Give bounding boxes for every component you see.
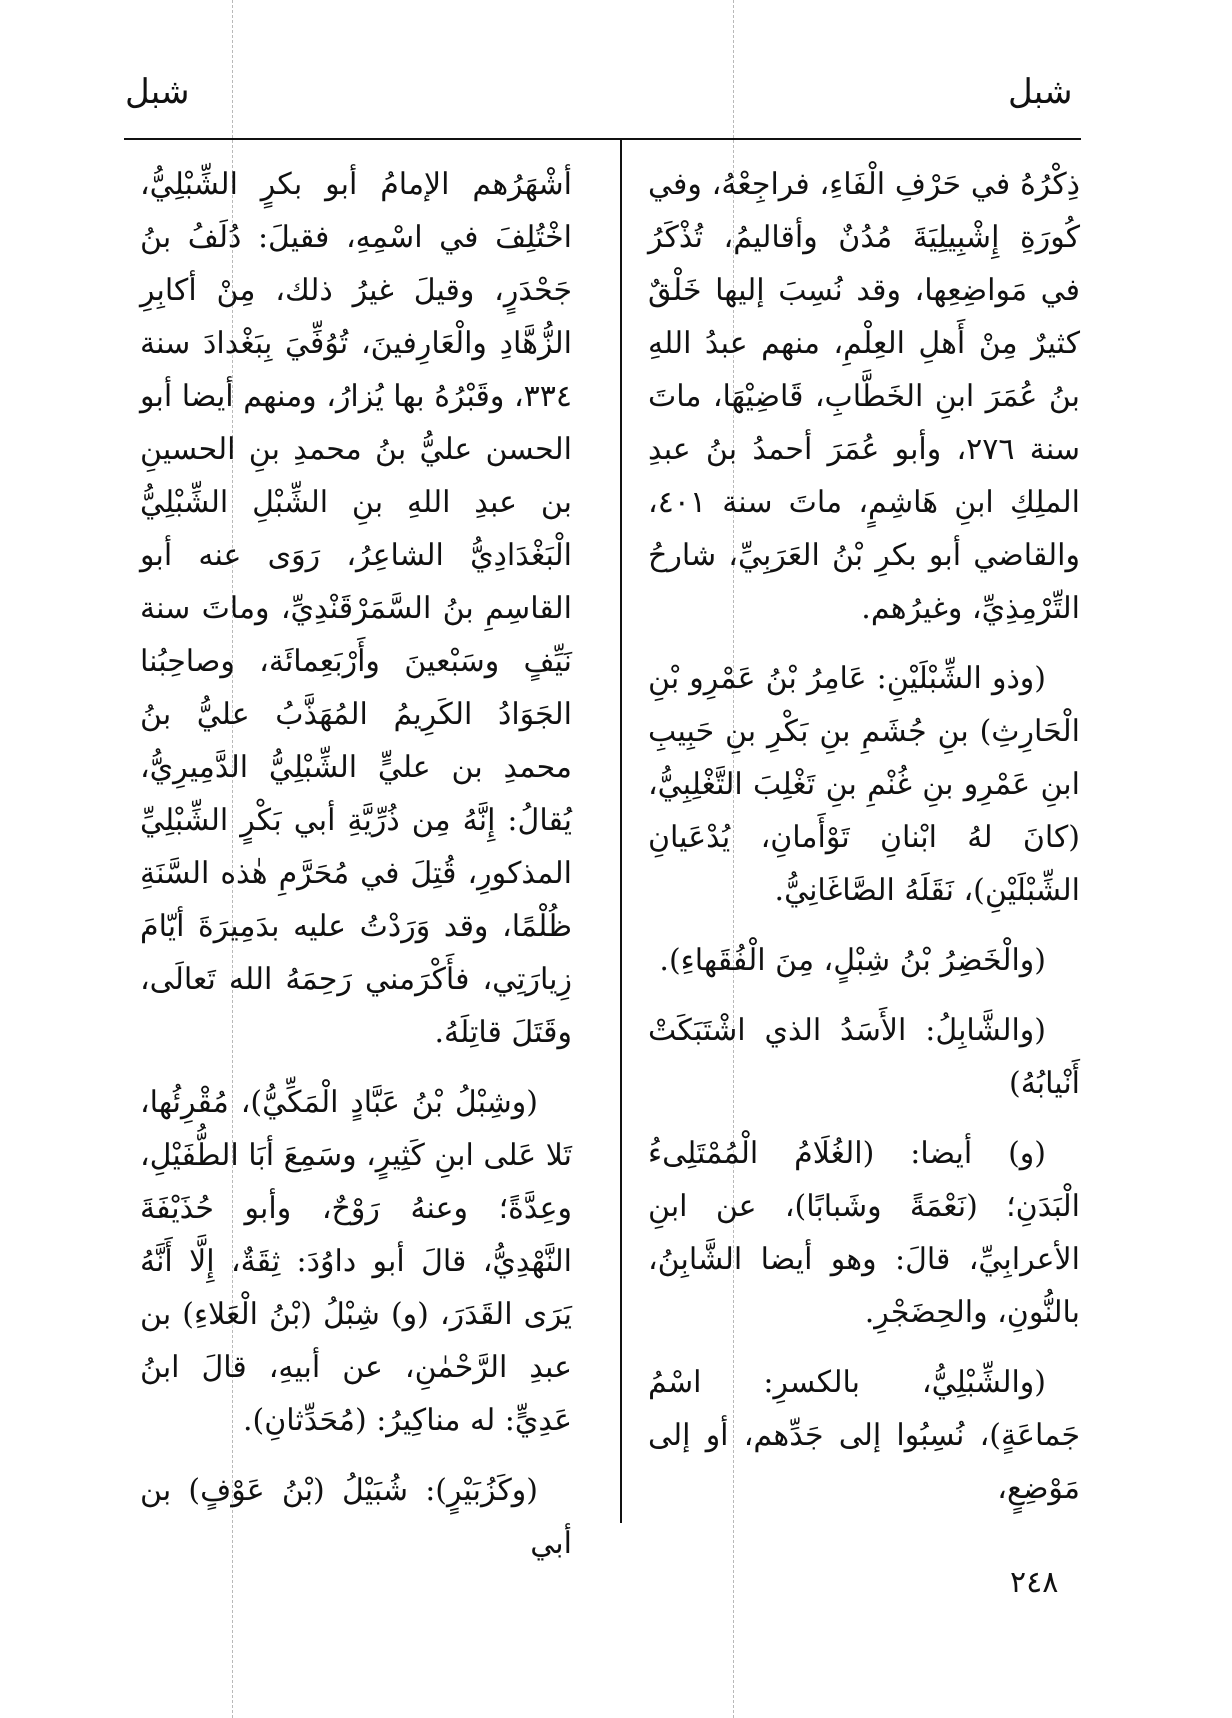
column-divider bbox=[620, 138, 622, 1523]
paragraph: (والشَّابِلُ: الأَسَدُ الذي اشْتَبَكَتْ أَنْيابُهُ) bbox=[648, 1013, 1080, 1101]
running-header-left: شبل bbox=[125, 72, 190, 112]
paragraph: (وشِبْلُ بْنُ عَبَّادٍ الْمَكِّيُّ)، مُقْرِئُها، تَلا عَلى ابنِ كَثِيرٍ، وسَمِعَ أبَا الطُّفَيْلِ، وعِدَّةً؛ وعنهُ رَوْحٌ، وأبو حُذَيْفَةَ النَّهْدِيُّ، قالَ أبو داوُدَ: ثِقَةٌ، إِلَّا أَنَّهُ يَرَى القَدَرَ، (و) شِبْلُ (بْنُ الْعَلاءِ) بن عبدِ الرَّحْمٰنِ، عن أبيهِ، قالَ ابنُ عَدِيٍّ: له مناكِيرُ: (مُحَدِّثانِ). bbox=[140, 1085, 572, 1438]
paragraph: (و) أيضا: (الغُلَامُ الْمُمْتَلِىءُ الْبَدَنِ؛ (نَعْمَةً وشَبابًا)، عن ابنِ الأعرابِيِّ، قالَ: وهو أيضا الشَّابِنُ، بالنُّونِ، والحِضَجْرِ. bbox=[648, 1136, 1080, 1330]
running-header-right: شبل bbox=[1008, 72, 1073, 112]
left-text-column bbox=[140, 158, 572, 1587]
paragraph: (والْخَضِرُ بْنُ شِبْلٍ، مِنَ الْفُقَهاءِ). bbox=[659, 943, 1046, 978]
page-number: ٢٤٨ bbox=[1010, 1565, 1059, 1600]
paragraph: أشْهَرُهم الإمامُ أبو بكرٍ الشِّبْلِيُّ، اخْتُلِفَ في اسْمِهِ، فقيلَ: دُلَفُ بنُ جَحْدَرٍ، وقيلَ غيرُ ذلك، مِنْ أكابِرِ الزُّهَّادِ والْعَارِفينَ، تُوُفِّيَ بِبَغْدادَ سنة ٣٣٤، وقَبْرُهُ بها يُزارُ، ومنهم أيضا أبو الحسن عليُّ بنُ محمدِ بنِ الحسينِ بن عبدِ اللهِ بنِ الشِّبْلِ الشِّبْلِيُّ الْبَغْدَادِيُّ الشاعِرُ، رَوَى عنه أبو القاسِمِ بنُ السَّمَرْقَنْدِيِّ، وماتَ سنة نَيِّفٍ وسَبْعينَ وأَرْبَعِمائَة، وصاحِبُنا الجَوَادُ الكَرِيمُ المُهَذَّبُ عليُّ بنُ محمدِ بن عليٍّ الشِّبْلِيُّ الدَّمِيرِيُّ، يُقالُ: إِنَّهُ مِن ذُرِّيَّةِ أبي بَكْرٍ الشِّبْلِيِّ المذكورِ، قُتِلَ في مُحَرَّمِ هٰذه السَّنَةِ ظُلْمًا، وقد وَرَدْتُ عليه بدَمِيرَةَ أيّامَ زِيارَتِي، فأَكْرَمني رَحِمَهُ الله تَعالَى، وقَتَلَ قاتِلَهُ. bbox=[140, 167, 572, 1050]
right-text-column bbox=[648, 158, 1080, 1532]
paragraph: (وذو الشِّبْلَيْنِ: عَامِرُ بْنُ عَمْرِو بْنِ الْحَارِثِ) بنِ جُشَمِ بنِ بَكْرِ بنِ حَبِيبِ ابنِ عَمْرِو بنِ غُنْمِ بنِ تَغْلِبَ التَّغْلِبِيُّ، (كانَ لهُ ابْنانِ تَوْأَمانِ، يُدْعَيانِ الشِّبْلَيْنِ)، نَقَلَهُ الصَّاغَانِيُّ. bbox=[648, 661, 1080, 908]
paragraph: (والشِّبْلِيُّ، بالكسرِ: اسْمُ جَماعَةٍ)، نُسِبُوا إلى جَدِّهم، أو إلى مَوْضِعٍ، bbox=[648, 1365, 1080, 1506]
paragraph: ذِكْرُهُ في حَرْفِ الْفَاءِ، فراجِعْهُ، وفي كُورَةِ إِشْبِيلِيَةَ مُدُنٌ وأقاليمُ، تُذْكَرُ في مَواضِعِها، وقد نُسِبَ إليها خَلْقٌ كثيرٌ مِنْ أَهلِ العِلْمِ، منهم عبدُ اللهِ بنُ عُمَرَ ابنِ الخَطَّابِ، قَاضِيْهَا، ماتَ سنة ٢٧٦، وأبو عُمَرَ أحمدُ بنُ عبدِ الملِكِ ابنِ هَاشِمٍ، ماتَ سنة ٤٠١، والقاضي أبو بكرِ بْنُ العَرَبِيِّ، شارحُ التِّرْمِذِيِّ، وغيرُهم. bbox=[648, 167, 1081, 626]
paragraph: (وكَزُبَيْرٍ): شُبَيْلُ (بْنُ عَوْفٍ) بن أبي bbox=[140, 1473, 572, 1561]
header-rule bbox=[124, 138, 1081, 140]
